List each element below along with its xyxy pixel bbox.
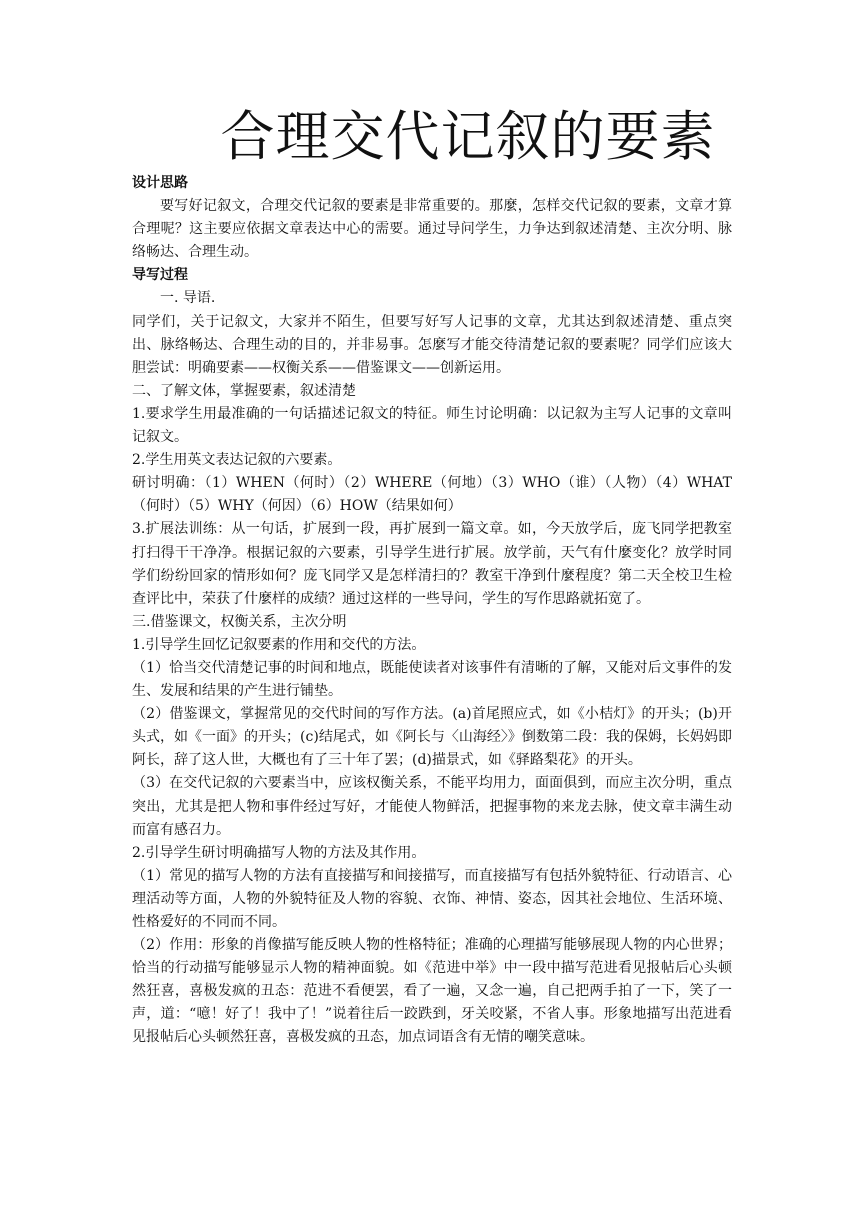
document-body	[132, 172, 732, 1050]
paragraph-2-3: 3.扩展法训练：从一句话，扩展到一段，再扩展到一篇文章。如，今天放学后，庞飞同学把教室打扫得干干净净。根据记叙的六要素，引导学生进行扩展。放学前，天气有什麼变化？放学时同学们纷纷回家的情形如何？庞飞同学又是怎样清扫的？教室干净到什麼程度？第二天全校卫生检查评比中，荣获了什麼样的成绩？通过这样的一些导问，学生的写作思路就拓宽了。	[132, 521, 732, 607]
paragraph-3-2-b: （2）作用：形象的肖像描写能反映人物的性格特征；准确的心理描写能够展现人物的内心世界；恰当的行动描写能够显示人物的精神面貌。如《范进中举》中一段中描写范进看见报帖后心头顿然狂喜，喜极发疯的丑态：范进不看便罢，看了一遍，又念一遍，自己把两手拍了一下，笑了一声，道：“噫！好了！我中了！”说着往后一跤跌到，牙关咬紧，不省人事。形象地描写出范进看见报帖后心头顿然狂喜，喜极发疯的丑态，加点词语含有无情的嘲笑意味。	[132, 937, 732, 1046]
paragraph-3-1: 1.引导学生回忆记叙要素的作用和交代的方法。	[132, 636, 426, 653]
paragraph-3-2-a: （1）常见的描写人物的方法有直接描写和间接描写，而直接描写有包括外貌特征、行动语言、心理活动等方面，人物的外貌特征及人物的容貌、衣饰、神情、姿态，因其社会地位、生活环境、性格爱好的不同而不同。	[132, 867, 732, 930]
design-heading: 设计思路	[132, 175, 188, 191]
intro-paragraph: 同学们，关于记叙文，大家并不陌生，但要写好写人记事的文章，尤其达到叙述清楚、重点突出、脉络畅达、合理生动的目的，并非易事。怎麼写才能交待清楚记叙的要素呢？同学们应该大胆尝试：明确要素——权衡关系——借鉴课文——创新运用。	[132, 313, 732, 376]
intro-heading: 一. 导语.	[160, 290, 216, 307]
part2-heading: 二、了解文体，掌握要素，叙述清楚	[132, 382, 356, 399]
paragraph-3-1-b: （2）借鉴课文，掌握常见的交代时间的写作方法。(a)首尾照应式，如《小桔灯》的开头；(b)开头式，如《一面》的开头；(c)结尾式，如《阿长与〈山海经〉》倒数第二段：我的保姆，长妈妈即阿长，辞了这人世，大概也有了三十年了罢；(d)描景式，如《驿路梨花》的开头。	[132, 706, 732, 769]
process-heading: 导写过程	[132, 267, 188, 284]
paragraph-3-1-a: （1）恰当交代清楚记事的时间和地点，既能使读者对该事件有清晰的了解，又能对后文事件的发生、发展和结果的产生进行铺垫。	[132, 659, 732, 700]
paragraph-2-2-detail: 研讨明确：（1）WHEN（何时）（2）WHERE（何地）（3）WHO（谁）（人物）（4）WHAT（何时）（5）WHY（何因）（6）HOW（结果如何）	[132, 475, 732, 515]
paragraph-2-2: 2.学生用英文表达记叙的六要素。	[132, 452, 342, 469]
paragraph-2-1: 1.要求学生用最准确的一句话描述记叙文的特征。师生讨论明确：以记叙为主写人记事的文章叫记叙文。	[132, 405, 732, 446]
paragraph-3-1-c: （3）在交代记叙的六要素当中，应该权衡关系，不能平均用力，面面俱到，而应主次分明，重点突出，尤其是把人物和事件经过写好，才能使人物鲜活，把握事物的来龙去脉，使文章丰满生动而富有感召力。	[132, 775, 732, 838]
design-paragraph: 要写好记叙文，合理交代记叙的要素是非常重要的。那麼，怎样交代记叙的要素，文章才算合理呢？这主要应依据文章表达中心的需要。通过导问学生，力争达到叙述清楚、主次分明、脉络畅达、合理生动。	[132, 198, 732, 261]
document-title: 合理交代记叙的要素	[220, 105, 716, 168]
paragraph-3-2: 2.引导学生研讨明确描写人物的方法及其作用。	[132, 844, 426, 861]
part3-heading: 三.借鉴课文，权衡关系，主次分明	[132, 613, 347, 630]
